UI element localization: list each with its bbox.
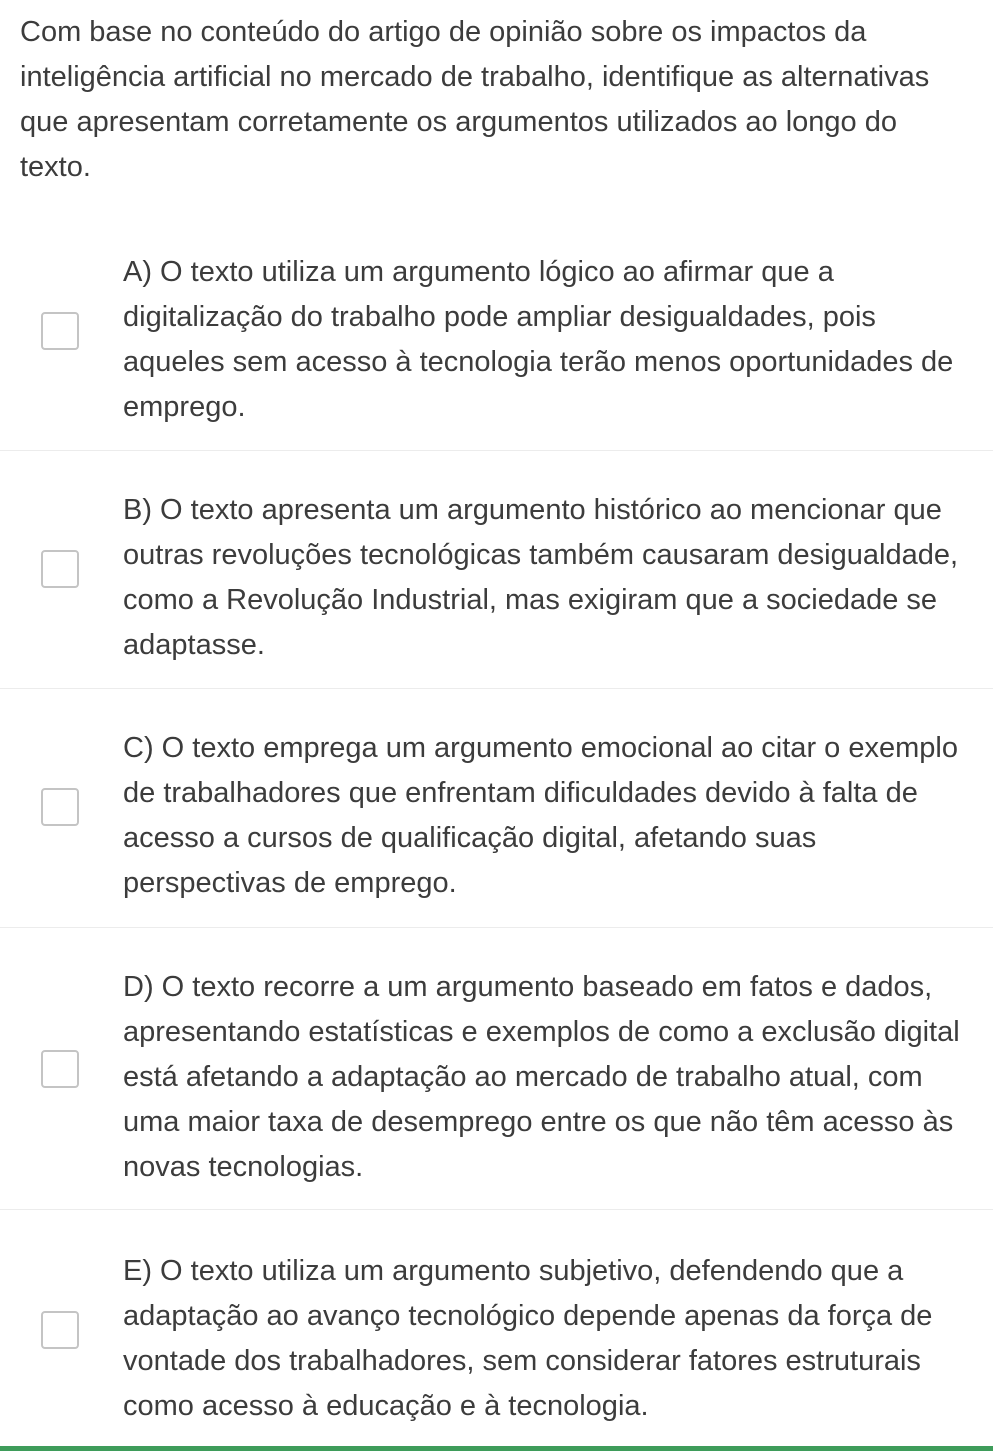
option-d-text: D) O texto recorre a um argumento baseado em fatos e dados, apresentando estatísticas e exemplos de como a exclusão digital está afetando a adaptação ao mercado de trabalho atual, com uma maior taxa de desemprego entre os que não têm acesso às novas tecnologias. <box>123 971 960 1183</box>
option-b[interactable] <box>0 451 993 689</box>
option-a[interactable] <box>0 238 993 451</box>
option-d-checkbox[interactable] <box>41 1050 79 1088</box>
option-b-checkbox[interactable] <box>41 550 79 588</box>
option-a-text: A) O texto utiliza um argumento lógico ao afirmar que a digitalização do trabalho pode ampliar desigualdades, pois aqueles sem acesso à tecnologia terão menos oportunidades de emprego. <box>123 256 954 423</box>
option-c-checkbox[interactable] <box>41 788 79 826</box>
option-a-checkbox[interactable] <box>41 312 79 350</box>
option-e-checkbox[interactable] <box>41 1311 79 1349</box>
bottom-accent-bar <box>0 1446 993 1451</box>
option-c[interactable] <box>0 689 993 928</box>
question-text: Com base no conteúdo do artigo de opinião sobre os impactos da inteligência artificial no mercado de trabalho, identifique as alternativas que apresentam corretamente os argumentos utilizados ao longo do texto. <box>20 16 930 183</box>
option-e[interactable] <box>0 1210 993 1446</box>
option-e-text: E) O texto utiliza um argumento subjetivo, defendendo que a adaptação ao avanço tecnológico depende apenas da força de vontade dos trabalhadores, sem considerar fatores estruturais como acesso à educação e à tecnologia. <box>123 1255 933 1422</box>
option-d[interactable] <box>0 928 993 1210</box>
option-c-text: C) O texto emprega um argumento emocional ao citar o exemplo de trabalhadores que enfrentam dificuldades devido à falta de acesso a cursos de qualificação digital, afetando suas perspectivas de emprego. <box>123 732 958 899</box>
option-b-text: B) O texto apresenta um argumento histórico ao mencionar que outras revoluções tecnológicas também causaram desigualdade, como a Revolução Industrial, mas exigiram que a sociedade se adaptasse. <box>123 494 959 661</box>
